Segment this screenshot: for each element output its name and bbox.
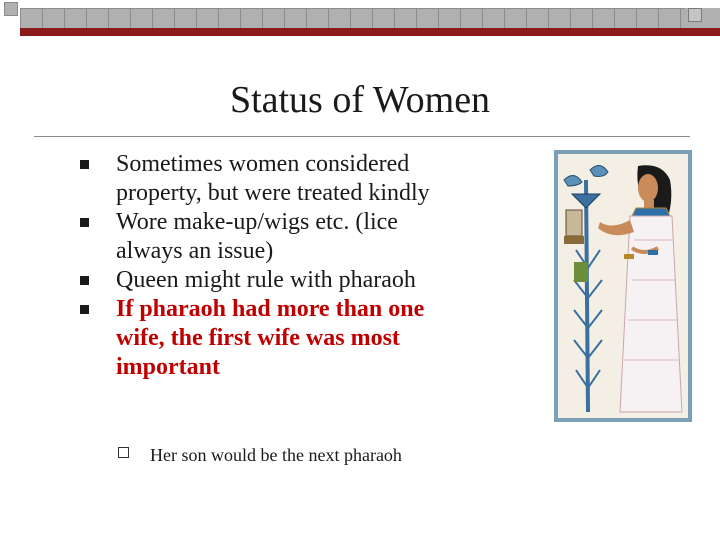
right-corner-square bbox=[688, 8, 702, 22]
bullet-item bbox=[80, 208, 500, 266]
square-bullet-icon bbox=[80, 218, 89, 227]
square-bullet-icon bbox=[80, 160, 89, 169]
bullet-item bbox=[80, 266, 500, 295]
bullet-list bbox=[80, 150, 500, 382]
bullet-line: property, but were treated kindly bbox=[116, 180, 430, 206]
title-divider bbox=[34, 136, 690, 137]
bullet-line: Queen might rule with pharaoh bbox=[116, 267, 416, 293]
decorative-header-band bbox=[0, 0, 720, 40]
bullet-line: Wore make-up/wigs etc. (lice bbox=[116, 209, 398, 235]
bullet-item-emphasized bbox=[80, 295, 500, 382]
bullet-line: important bbox=[116, 354, 220, 380]
slide-title-text: Status of Women bbox=[229, 79, 491, 121]
bullet-line: wife, the first wife was most bbox=[116, 325, 400, 351]
square-bullet-icon bbox=[80, 305, 89, 314]
slide-title bbox=[0, 78, 720, 124]
bullet-item bbox=[80, 150, 500, 208]
square-bullet-icon bbox=[80, 276, 89, 285]
egyptian-woman-painting bbox=[554, 150, 692, 422]
sub-bullet-text: Her son would be the next pharaoh bbox=[150, 445, 402, 465]
hollow-square-bullet-icon bbox=[118, 447, 129, 458]
red-stripe bbox=[20, 28, 720, 36]
bullet-line: If pharaoh had more than one bbox=[116, 296, 425, 322]
bullet-line: Sometimes women considered bbox=[116, 151, 410, 177]
bullet-line: always an issue) bbox=[116, 238, 274, 264]
corner-square bbox=[4, 2, 18, 16]
grid-pattern bbox=[20, 8, 685, 30]
